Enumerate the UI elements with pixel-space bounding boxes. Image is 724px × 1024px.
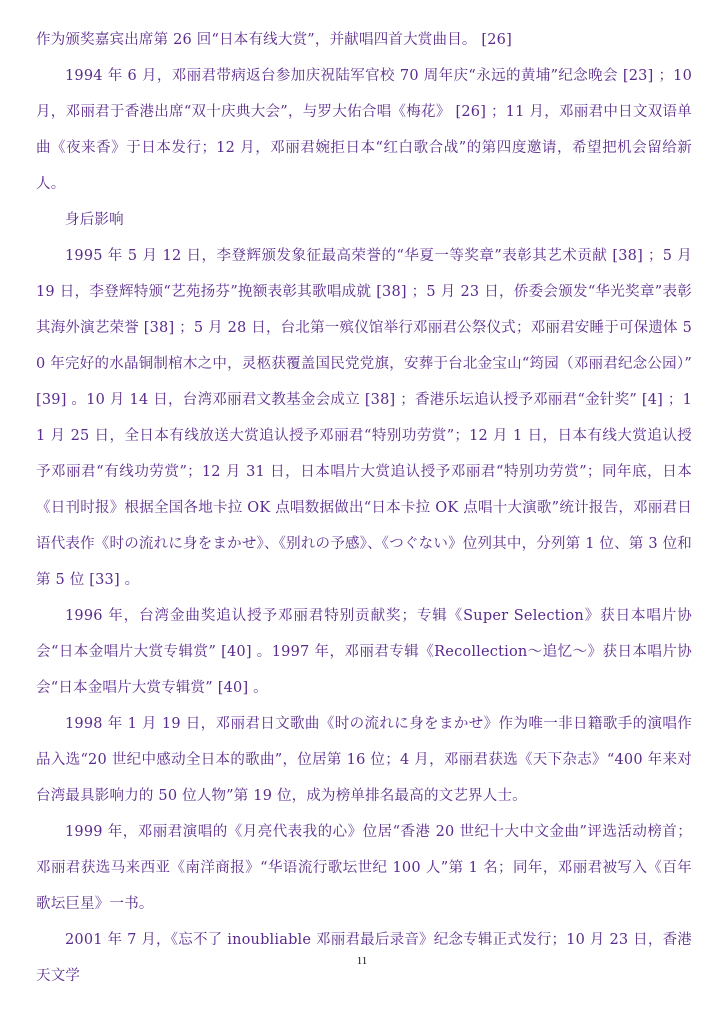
paragraph-2: 1994 年 6 月，邓丽君带病返台参加庆祝陆军官校 70 周年庆“永远的黄埔”纪念晚会 [23] ；10 月，邓丽君于香港出席“双十庆典大会”，与罗大佑合唱《梅花》 [26] ；11 月，邓丽君中日文双语单曲《夜来香》于日本发行；12 月，邓丽君婉拒日本“红白歌合战”的第四度邀请，希望把机会留给新人。 [36, 68, 692, 192]
paragraph-4: 1995 年 5 月 12 日，李登辉颁发象征最高荣誉的“华夏一等奖章”表彰其艺术贡献 [38] ；5 月 19 日，李登辉特颁“艺苑扬芬”挽额表彰其歌唱成就 [38] ；5 月 23 日，侨委会颁发“华光奖章”表彰其海外演艺荣誉 [38] ；5 月 28 日，台北第一殡仪馆举行邓丽君公祭仪式；邓丽君安睡于可保遗体 50 年完好的水晶铜制棺木之中，灵柩获覆盖国民党党旗，安葬于台北金宝山“筠园（邓丽君纪念公园）” [39] 。10 月 14 日，台湾邓丽君文教基金会成立 [38] ；香港乐坛追认授予邓丽君“金针奖” [4] ；11 月 25 日，全日本有线放送大赏追认授予邓丽君“特别功劳赏”；12 月 1 日，日本有线大赏追认授予邓丽君“有线功劳赏”；12 月 31 日，日本唱片大赏追认授予邓丽君“特别功劳赏”；同年底，日本《日刊时报》根据全国各地卡拉 OK 点唱数据做出“日本卡拉 OK 点唱十大演歌”统计报告，邓丽君日语代表作《时の流れに身をまかせ》、《别れの予感》、《つぐない》位列其中，分列第 1 位、第 3 位和第 5 位 [33] 。 [36, 248, 692, 588]
section-heading: 身后影响 [65, 212, 124, 228]
paragraph-8: 2001 年 7 月，《忘不了 inoubliable 邓丽君最后录音》纪念专辑正式发行；10 月 23 日，香港天文学 [36, 932, 692, 984]
page-number: 11 [356, 955, 368, 967]
paragraph-5: 1996 年，台湾金曲奖追认授予邓丽君特别贡献奖；专辑《Super Selection》获日本唱片协会“日本金唱片大赏专辑赏” [40] 。1997 年，邓丽君专辑《Recollection～追忆～》获日本唱片协会“日本金唱片大赏专辑赏” [40] 。 [36, 608, 692, 696]
paragraph-7: 1999 年，邓丽君演唱的《月亮代表我的心》位居“香港 20 世纪十大中文金曲”评选活动榜首；邓丽君获选马来西亚《南洋商报》“华语流行歌坛世纪 100 人”第 1 名；同年，邓丽君被写入《百年歌坛巨星》一书。 [36, 824, 692, 912]
document-body [36, 22, 692, 994]
paragraph-6: 1998 年 1 月 19 日，邓丽君日文歌曲《时の流れに身をまかせ》作为唯一非日籍歌手的演唱作品入选“20 世纪中感动全日本的歌曲”，位居第 16 位；4 月，邓丽君获选《天下杂志》“400 年来对台湾最具影响力的 50 位人物”第 19 位，成为榜单排名最高的文艺界人士。 [36, 716, 692, 804]
paragraph-1: 作为颁奖嘉宾出席第 26 回“日本有线大赏”，并献唱四首大赏曲目。 [26] [36, 32, 512, 48]
